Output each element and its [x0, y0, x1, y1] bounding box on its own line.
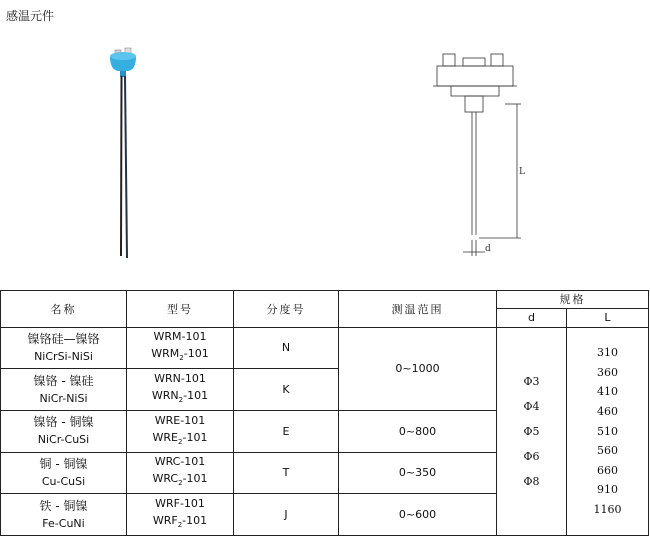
row-name: 铜 - 铜镍 Cu-CuSi	[1, 452, 127, 494]
row-name: 镍铬硅—镍铬 NiCrSi-NiSi	[1, 327, 127, 369]
row-graduation: N	[234, 327, 339, 369]
dimension-drawing	[425, 40, 535, 265]
row-model: WRM-101 $WRM_2-101$	[127, 327, 234, 369]
row-name: 镍铬 - 镍硅 NiCr-NiSi	[1, 369, 127, 411]
thermocouple-photo	[98, 40, 168, 265]
row-model: WRF-101 $WRF_2-101$	[127, 494, 234, 536]
header-model: 型号	[127, 291, 234, 328]
label-L: L	[519, 167, 525, 177]
row-range: 0~350	[339, 452, 497, 494]
length-list: 310 360 410 460 510 560 660 910 1160	[567, 327, 649, 535]
header-spec: 规格	[497, 291, 649, 309]
spec-table	[0, 290, 649, 536]
row-model: WRN-101 $WRN_2-101$	[127, 369, 234, 411]
row-range: 0~1000	[339, 327, 497, 410]
page-title: 感温元件	[6, 9, 55, 23]
diameter-list: Φ3 Φ4 Φ5 Φ6 Φ8	[497, 327, 567, 535]
row-graduation: J	[234, 494, 339, 536]
header-name: 名称	[1, 291, 127, 328]
row-name: 铁 - 铜镍 Fe-CuNi	[1, 494, 127, 536]
row-graduation: K	[234, 369, 339, 411]
row-range: 0~800	[339, 410, 497, 452]
row-graduation: E	[234, 410, 339, 452]
label-d: d	[485, 244, 491, 254]
row-model: WRE-101 $WRE_2-101$	[127, 410, 234, 452]
row-model: WRC-101 $WRC_2-101$	[127, 452, 234, 494]
header-L: L	[567, 308, 649, 327]
row-name: 镍铬 - 铜镍 NiCr-CuSi	[1, 410, 127, 452]
header-d: d	[497, 308, 567, 327]
header-graduation: 分度号	[234, 291, 339, 328]
row-range: 0~600	[339, 494, 497, 536]
header-range: 测温范围	[339, 291, 497, 328]
row-graduation: T	[234, 452, 339, 494]
